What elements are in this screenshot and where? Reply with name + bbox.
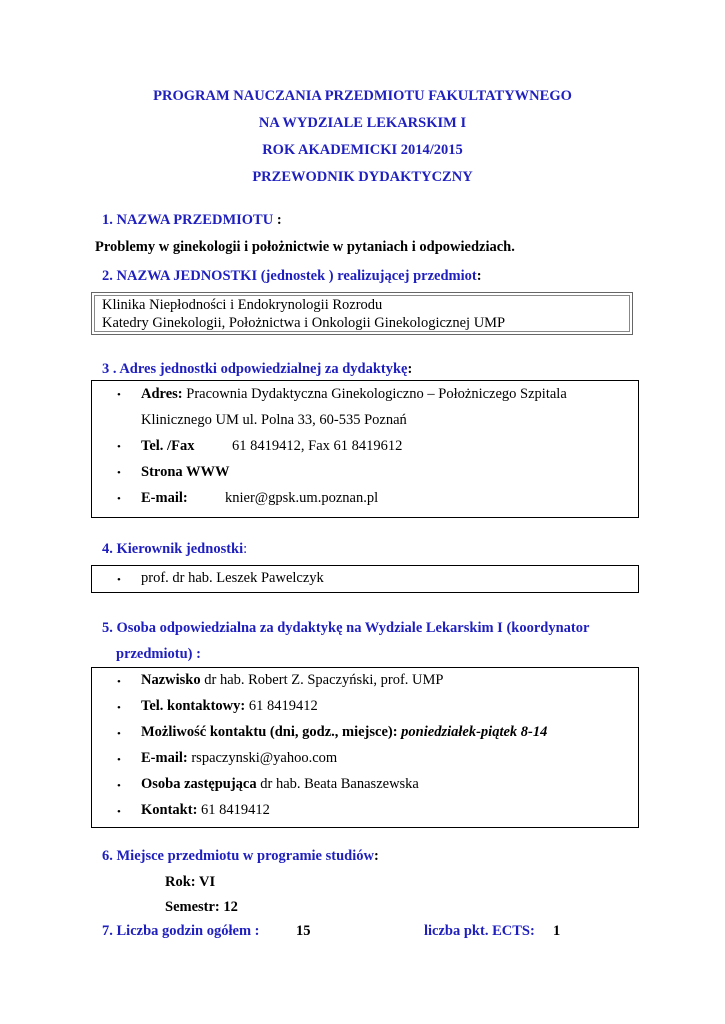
email-label: E-mail: <box>141 490 188 506</box>
doc-title-line-3: ROK AKADEMICKI 2014/2015 <box>262 142 463 158</box>
bullet: • <box>117 676 121 688</box>
coordinator-name-value: dr hab. Robert Z. Spaczyński, prof. UMP <box>200 672 444 688</box>
address-line <box>141 386 567 403</box>
coordinator-email-line <box>141 750 337 767</box>
subject-name: Problemy w ginekologii i położnictwie w pytaniach i odpowiedziach. <box>95 239 515 255</box>
doc-title-line-4: PRZEWODNIK DYDAKTYCZNY <box>252 169 473 185</box>
bullet: • <box>117 493 121 505</box>
bullet: • <box>117 806 121 818</box>
section-2-colon: : <box>476 268 482 284</box>
section-5-heading-line-1: 5. Osoba odpowiedzialna za dydaktykę na Wydziale Lekarskim I (koordynator <box>102 620 590 636</box>
section-4-heading-text: 4. Kierownik jednostki <box>102 541 244 557</box>
unit-line-1: Klinika Niepłodności i Endokrynologii Rozrodu <box>102 297 383 313</box>
unit-line-2: Katedry Ginekologii, Położnictwa i Onkologii Ginekologicznej UMP <box>102 315 506 331</box>
section-3-heading-text: 3 . Adres jednostki odpowiedzialnej za dydaktykę <box>102 361 408 377</box>
head-name: prof. dr hab. Leszek Pawelczyk <box>141 570 324 586</box>
section-3-heading <box>102 361 412 378</box>
bullet: • <box>117 702 121 714</box>
substitute-label: Osoba zastępująca <box>141 776 257 792</box>
ects-label: liczba pkt. ECTS: <box>424 923 535 939</box>
section-2-heading-text: 2. NAZWA JEDNOSTKI (jednostek ) realizującej przedmiot <box>102 268 477 284</box>
coordinator-contact-value: poniedziałek-piątek 8-14 <box>397 724 548 740</box>
hours-label: 7. Liczba godzin ogółem : <box>102 923 260 939</box>
section-3-colon: : <box>407 361 413 377</box>
kontakt-label: Kontakt: <box>141 802 198 818</box>
coordinator-name-label: Nazwisko <box>141 672 201 688</box>
address-label: Adres: <box>141 386 183 402</box>
section-5-heading-line-2: przedmiotu) : <box>116 646 201 662</box>
coordinator-email-value: rspaczynski@yahoo.com <box>187 750 338 766</box>
section-1-heading <box>102 212 282 229</box>
doc-title-line-2: NA WYDZIALE LEKARSKIM I <box>258 115 467 131</box>
bullet: • <box>117 728 121 740</box>
section-1-colon: : <box>273 212 282 228</box>
coordinator-tel-label: Tel. kontaktowy: <box>141 698 246 714</box>
bullet: • <box>117 389 121 401</box>
kontakt-line <box>141 802 270 819</box>
section-6-heading-text: 6. Miejsce przedmiotu w programie studiów <box>102 848 374 864</box>
section-6-heading <box>102 848 379 865</box>
study-year: Rok: VI <box>165 874 216 890</box>
substitute-line <box>141 776 419 793</box>
substitute-value: dr hab. Beata Banaszewska <box>256 776 419 792</box>
coordinator-contact-line <box>141 724 547 741</box>
section-2-heading <box>102 268 482 285</box>
tel-fax-label: Tel. /Fax <box>141 438 195 454</box>
hours-value: 15 <box>296 923 311 939</box>
ects-value: 1 <box>553 923 561 939</box>
section-4-colon: : <box>243 541 248 557</box>
study-semester: Semestr: 12 <box>165 899 238 915</box>
email-value: knier@gpsk.um.poznan.pl <box>225 490 379 506</box>
section-1-heading-text: 1. NAZWA PRZEDMIOTU <box>102 212 274 228</box>
section-6-colon: : <box>373 848 379 864</box>
bullet: • <box>117 754 121 766</box>
bullet: • <box>117 780 121 792</box>
kontakt-value: 61 8419412 <box>197 802 270 818</box>
coordinator-email-label: E-mail: <box>141 750 188 766</box>
bullet: • <box>117 467 121 479</box>
coordinator-tel-value: 61 8419412 <box>245 698 318 714</box>
address-value: Pracownia Dydaktyczna Ginekologiczno – Położniczego Szpitala <box>182 386 567 402</box>
coordinator-contact-label: Możliwość kontaktu (dni, godz., miejsce): <box>141 724 398 740</box>
www-label: Strona WWW <box>141 464 230 480</box>
address-continuation: Klinicznego UM ul. Polna 33, 60-535 Poznań <box>141 412 407 428</box>
doc-title-line-1: PROGRAM NAUCZANIA PRZEDMIOTU FAKULTATYWNEGO <box>153 88 572 104</box>
coordinator-tel-line <box>141 698 318 715</box>
bullet: • <box>117 441 121 453</box>
bullet: • <box>117 574 121 586</box>
tel-fax-value: 61 8419412, Fax 61 8419612 <box>232 438 403 454</box>
section-4-heading <box>102 541 247 558</box>
coordinator-name-line <box>141 672 443 689</box>
